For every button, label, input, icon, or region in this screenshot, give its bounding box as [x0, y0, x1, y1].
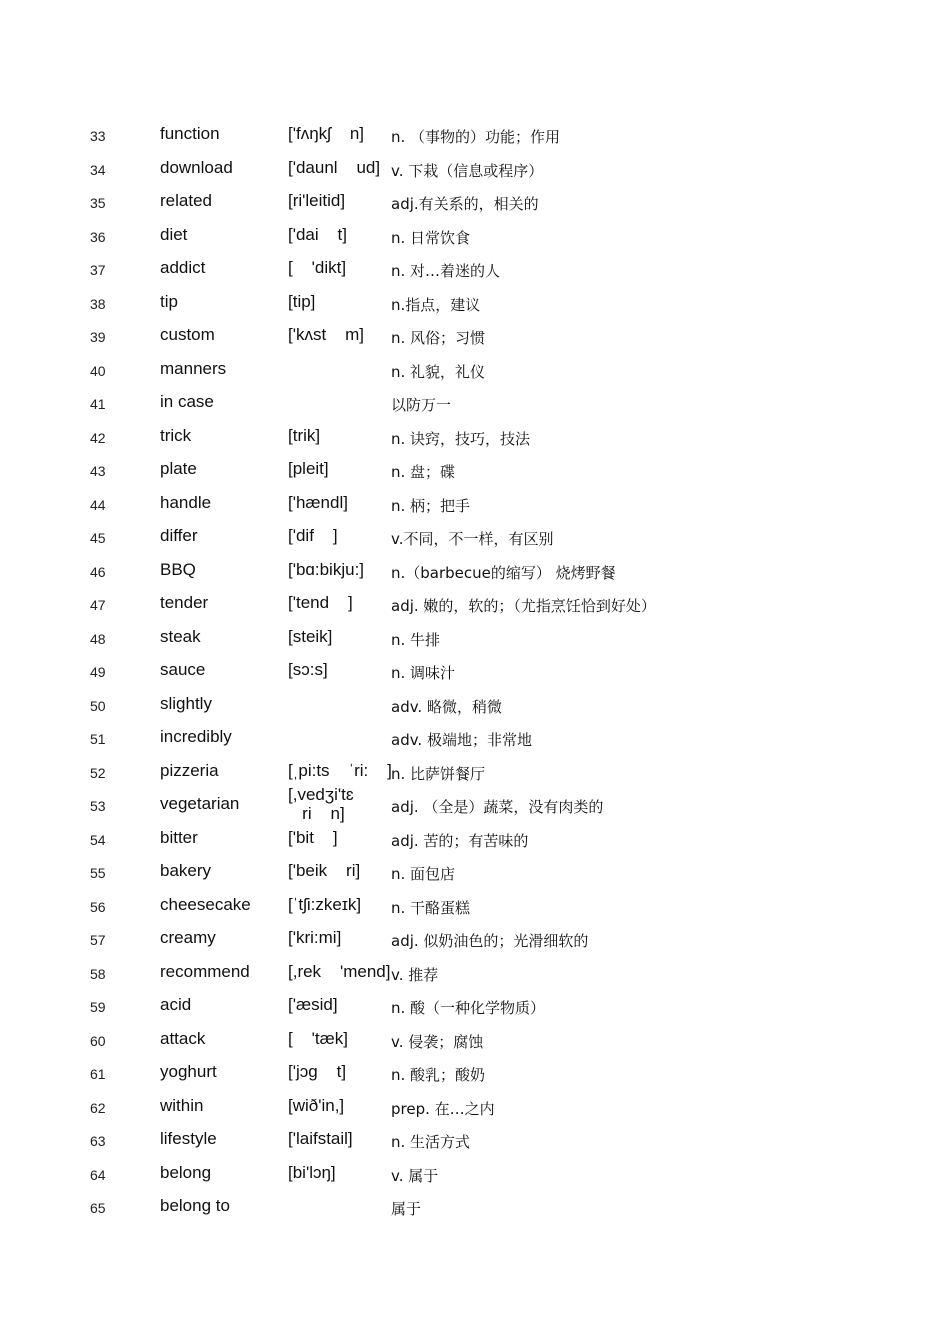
- entry-number: 44: [90, 496, 106, 513]
- entry-definition: n. 干酪蛋糕: [391, 898, 471, 917]
- entry-number: 58: [90, 965, 106, 982]
- entry-word: vegetarian: [160, 794, 240, 813]
- vocab-row: [0, 853, 950, 887]
- vocab-row: [0, 785, 950, 823]
- vocab-row: [0, 920, 950, 954]
- vocab-row: [0, 887, 950, 921]
- entry-definition: n. 生活方式: [391, 1133, 471, 1151]
- vocab-row: [0, 1155, 950, 1189]
- vocab-row: [0, 954, 950, 988]
- entry-phonetic: ['daunl ud]: [288, 157, 381, 177]
- vocab-row: [0, 183, 950, 217]
- entry-phonetic: [steik]: [288, 626, 333, 646]
- entry-definition: adj. （全是）蔬菜，没有肉类的: [391, 798, 604, 816]
- entry-word: sauce: [160, 660, 206, 679]
- entry-definition: adj. 苦的；有苦味的: [391, 831, 529, 850]
- vocab-row: [0, 451, 950, 485]
- entry-definition: n. 诀窍，技巧，技法: [391, 429, 531, 448]
- entry-number: 61: [90, 1066, 106, 1082]
- entry-word: yoghurt: [160, 1062, 217, 1081]
- entry-word: belong to: [160, 1196, 230, 1215]
- entry-phonetic: [pleit]: [288, 459, 329, 478]
- vocab-row: [0, 619, 950, 653]
- entry-definition: v.不同，不一样，有区别: [391, 530, 554, 548]
- entry-phonetic: ['kʌst m]: [288, 325, 364, 344]
- vocab-row: [0, 418, 950, 452]
- vocab-row: [0, 317, 950, 351]
- entry-definition: n.指点，建议: [391, 295, 481, 314]
- vocab-row: [0, 1088, 950, 1122]
- entry-number: 49: [90, 664, 106, 680]
- vocab-row: [0, 485, 950, 519]
- entry-definition: n. 比萨饼餐厅: [391, 764, 486, 783]
- entry-definition: adj. 似奶油色的；光滑细软的: [391, 932, 589, 950]
- entry-definition: v. 下栽（信息或程序）: [391, 161, 544, 180]
- entry-phonetic: ['hændl]: [288, 492, 348, 512]
- vocab-row: [0, 518, 950, 552]
- entry-number: 63: [90, 1133, 106, 1149]
- entry-phonetic: [tip]: [288, 291, 316, 311]
- entry-word: recommend: [160, 961, 250, 981]
- entry-word: BBQ: [160, 559, 196, 579]
- entry-definition: v. 推荐: [391, 965, 439, 984]
- entry-definition: n. 酸乳；酸奶: [391, 1066, 486, 1084]
- entry-word: steak: [160, 626, 201, 646]
- entry-number: 43: [90, 463, 106, 479]
- entry-phonetic: [,vedʒi'tɛ ri n]: [288, 785, 354, 823]
- entry-phonetic: ['fʌŋkʃ n]: [288, 124, 364, 143]
- entry-word: tip: [160, 291, 178, 311]
- entry-definition: n. 盘；碟: [391, 463, 456, 481]
- entry-definition: n. 酸（一种化学物质）: [391, 999, 546, 1017]
- vocab-row: [0, 652, 950, 686]
- entry-word: manners: [160, 358, 227, 378]
- entry-word: function: [160, 124, 220, 143]
- entry-phonetic: [,rek 'mend]: [288, 961, 391, 981]
- vocab-row: [0, 987, 950, 1021]
- entry-number: 36: [90, 228, 106, 245]
- entry-definition: n. 牛排: [391, 630, 441, 649]
- entry-number: 33: [90, 128, 106, 144]
- entry-definition: n. 日常饮食: [391, 228, 471, 247]
- entry-definition: adv. 略微，稍微: [391, 697, 502, 716]
- entry-phonetic: [sɔ:s]: [288, 660, 328, 679]
- vocabulary-list: [0, 116, 950, 1222]
- entry-number: 50: [90, 697, 106, 714]
- entry-definition: 以防万一: [391, 396, 452, 414]
- vocab-row: [0, 552, 950, 586]
- entry-word: trick: [160, 425, 192, 445]
- entry-word: pizzeria: [160, 760, 219, 780]
- entry-definition: n.（barbecue的缩写） 烧烤野餐: [391, 563, 616, 582]
- entry-word: bakery: [160, 861, 212, 880]
- entry-word: belong: [160, 1162, 212, 1182]
- entry-number: 37: [90, 262, 106, 278]
- entry-phonetic: ['kri:mi]: [288, 928, 342, 947]
- entry-number: 40: [90, 362, 106, 379]
- entry-word: plate: [160, 459, 197, 478]
- vocab-row: [0, 820, 950, 854]
- entry-word: handle: [160, 492, 212, 512]
- entry-number: 57: [90, 932, 106, 948]
- entry-number: 42: [90, 429, 106, 446]
- vocab-row: [0, 585, 950, 619]
- entry-word: attack: [160, 1028, 206, 1048]
- vocab-row: [0, 384, 950, 418]
- entry-number: 62: [90, 1099, 106, 1116]
- entry-definition: 属于: [391, 1200, 422, 1218]
- entry-number: 39: [90, 329, 106, 345]
- entry-phonetic: [wið'in,]: [288, 1095, 345, 1115]
- entry-phonetic: [ˈtʃi:zkeɪk]: [288, 894, 362, 914]
- entry-word: download: [160, 157, 233, 177]
- entry-word: tender: [160, 593, 209, 612]
- entry-phonetic: ['beik ri]: [288, 861, 361, 880]
- entry-phonetic: [ 'dikt]: [288, 258, 347, 277]
- entry-number: 52: [90, 764, 106, 781]
- vocab-row: [0, 719, 950, 753]
- entry-word: acid: [160, 995, 192, 1014]
- vocab-row: [0, 116, 950, 150]
- entry-definition: adj. 嫩的，软的；（尤指烹饪恰到好处）: [391, 597, 656, 615]
- entry-phonetic: [ 'tæk]: [288, 1028, 348, 1048]
- entry-definition: adv. 极端地；非常地: [391, 731, 532, 749]
- entry-phonetic: ['æsid]: [288, 995, 338, 1014]
- entry-definition: n. 调味汁: [391, 664, 456, 682]
- entry-number: 45: [90, 530, 106, 546]
- entry-definition: n. （事物的）功能；作用: [391, 128, 561, 146]
- entry-number: 53: [90, 798, 106, 814]
- entry-phonetic: [bi'lɔŋ]: [288, 1162, 336, 1182]
- entry-phonetic: ['tend ]: [288, 593, 353, 612]
- entry-phonetic: [trik]: [288, 425, 321, 445]
- entry-definition: prep. 在…之内: [391, 1099, 495, 1118]
- entry-definition: n. 礼貌，礼仪: [391, 362, 486, 381]
- vocab-row: [0, 284, 950, 318]
- vocab-row: [0, 217, 950, 251]
- entry-phonetic: [ˌpi:ts ˈri: ]: [288, 760, 392, 780]
- entry-number: 34: [90, 161, 106, 178]
- entry-number: 64: [90, 1166, 106, 1183]
- entry-definition: v. 侵袭；腐蚀: [391, 1032, 484, 1051]
- entry-definition: adj.有关系的，相关的: [391, 195, 539, 213]
- entry-word: bitter: [160, 827, 198, 847]
- entry-definition: n. 柄；把手: [391, 496, 471, 515]
- vocab-row: [0, 1121, 950, 1155]
- entry-phonetic: ['bɑ:bikju:]: [288, 559, 365, 579]
- entry-number: 54: [90, 831, 106, 848]
- entry-number: 48: [90, 630, 106, 647]
- entry-word: incredibly: [160, 727, 232, 746]
- entry-phonetic: ['laifstail]: [288, 1129, 353, 1148]
- entry-number: 60: [90, 1032, 106, 1049]
- vocab-row: [0, 150, 950, 184]
- entry-word: addict: [160, 258, 206, 277]
- vocab-row: [0, 1188, 950, 1222]
- entry-definition: v. 属于: [391, 1166, 439, 1185]
- entry-number: 55: [90, 865, 106, 881]
- entry-word: custom: [160, 325, 215, 344]
- entry-number: 59: [90, 999, 106, 1015]
- entry-number: 47: [90, 597, 106, 613]
- entry-definition: n. 对…着迷的人: [391, 262, 501, 280]
- entry-number: 38: [90, 295, 106, 312]
- entry-word: differ: [160, 526, 198, 545]
- entry-definition: n. 面包店: [391, 865, 456, 883]
- vocab-row: [0, 753, 950, 787]
- entry-word: within: [160, 1095, 204, 1115]
- entry-number: 56: [90, 898, 106, 915]
- entry-phonetic: ['dai t]: [288, 224, 347, 244]
- entry-number: 35: [90, 195, 106, 211]
- entry-phonetic: ['dif ]: [288, 526, 338, 545]
- entry-word: in case: [160, 392, 214, 411]
- entry-number: 41: [90, 396, 106, 412]
- entry-word: lifestyle: [160, 1129, 217, 1148]
- entry-phonetic: ['bit ]: [288, 827, 338, 847]
- vocab-row: [0, 351, 950, 385]
- entry-word: creamy: [160, 928, 216, 947]
- entry-word: diet: [160, 224, 188, 244]
- vocab-row: [0, 250, 950, 284]
- entry-word: slightly: [160, 693, 212, 713]
- entry-phonetic: ['jɔg t]: [288, 1062, 347, 1081]
- entry-word: related: [160, 191, 212, 210]
- vocab-row: [0, 1021, 950, 1055]
- entry-number: 51: [90, 731, 106, 747]
- entry-number: 46: [90, 563, 106, 580]
- entry-definition: n. 风俗；习惯: [391, 329, 486, 347]
- vocab-row: [0, 1054, 950, 1088]
- vocab-row: [0, 686, 950, 720]
- entry-number: 65: [90, 1200, 106, 1216]
- entry-phonetic: [ri'leitid]: [288, 191, 346, 210]
- entry-word: cheesecake: [160, 894, 251, 914]
